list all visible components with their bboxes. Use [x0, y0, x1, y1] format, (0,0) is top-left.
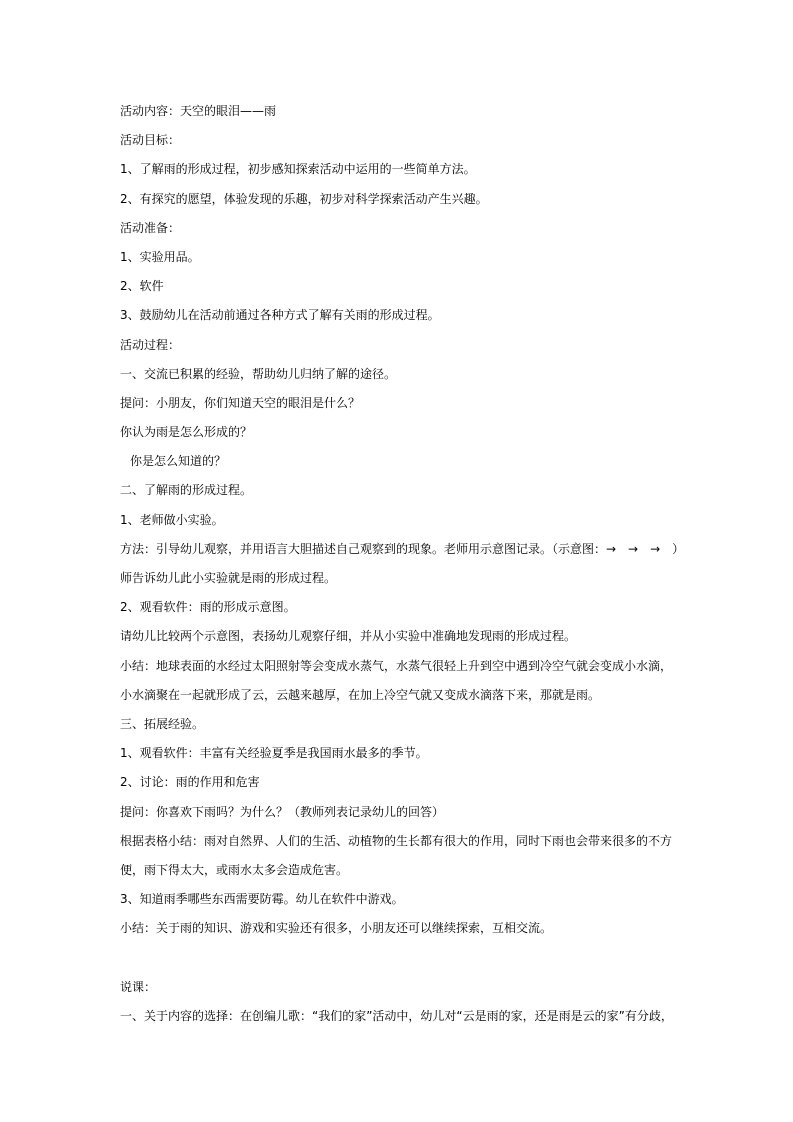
process-step: 3、知道雨季哪些东西需要防霉。幼儿在软件中游戏。 — [120, 892, 404, 907]
goal-item-1: 1、了解雨的形成过程，初步感知探索活动中运用的一些简单方法。 — [120, 162, 476, 177]
method-line: 方法：引导幼儿观察，并用语言大胆描述自己观察到的现象。老师用示意图记录。（示意图：→ → → ） — [120, 541, 685, 556]
blank-line — [120, 947, 680, 976]
question-line: 提问：你喜欢下雨吗？为什么？（教师列表记录幼儿的回答） — [120, 804, 445, 819]
process-section-2: 二、了解雨的形成过程。 — [120, 483, 253, 498]
question-line: 你是怎么知道的？ — [130, 454, 227, 469]
preparation-item-2: 2、软件 — [120, 279, 164, 294]
goal-item-2: 2、有探究的愿望，体验发现的乐趣，初步对科学探索活动产生兴趣。 — [120, 191, 488, 206]
paragraph-line: 师告诉幼儿此小实验就是雨的形成过程。 — [120, 571, 337, 585]
activity-goals-heading: 活动目标： — [120, 133, 181, 148]
activity-preparation-heading: 活动准备： — [120, 220, 181, 235]
activity-process-heading: 活动过程： — [120, 337, 181, 352]
summary-line: 便，雨下得太大，或雨水太多会造成危害。 — [120, 862, 349, 877]
process-step: 2、讨论：雨的作用和危害 — [120, 775, 260, 790]
process-step: 1、观看软件：丰富有关经验夏季是我国雨水最多的季节。 — [120, 746, 428, 761]
document-body — [120, 101, 685, 1035]
preparation-item-3: 3、鼓励幼儿在活动前通过各种方式了解有关雨的形成过程。 — [120, 308, 440, 323]
process-step: 1、老师做小实验。 — [120, 512, 224, 527]
paragraph-line: 请幼儿比较两个示意图，表扬幼儿观察仔细，并从小实验中准确地发现雨的形成过程。 — [120, 629, 577, 644]
process-section-3: 三、拓展经验。 — [120, 716, 205, 731]
question-line: 提问：小朋友，你们知道天空的眼泪是什么？ — [120, 395, 361, 410]
activity-content-heading: 活动内容：天空的眼泪——雨 — [120, 104, 277, 118]
summary-line: 小结：关于雨的知识、游戏和实验还有很多，小朋友还可以继续探索，互相交流。 — [120, 921, 553, 936]
process-step: 2、观看软件：雨的形成示意图。 — [120, 600, 296, 615]
process-section-1: 一、交流已积累的经验，帮助幼儿归纳了解的途径。 — [120, 366, 397, 381]
summary-line: 小水滴聚在一起就形成了云，云越来越厚，在加上冷空气就又变成水滴落下来，那就是雨。 — [120, 687, 601, 702]
preparation-item-1: 1、实验用品。 — [120, 249, 200, 264]
explanation-line: 一、关于内容的选择：在创编儿歌：“我们的家”活动中，幼儿对“云是雨的家，还是雨是云的家”有分歧， — [120, 1008, 673, 1023]
question-line: 你认为雨是怎么形成的？ — [120, 425, 253, 440]
summary-line: 根据表格小结：雨对自然界、人们的生活、动植物的生长都有很大的作用，同时下雨也会带来很多的不方 — [120, 833, 673, 848]
summary-line: 小结：地球表面的水经过太阳照射等会变成水蒸气，水蒸气很轻上升到空中遇到冷空气就会变成小水滴， — [120, 658, 673, 673]
lesson-explanation-heading: 说课： — [120, 979, 157, 994]
